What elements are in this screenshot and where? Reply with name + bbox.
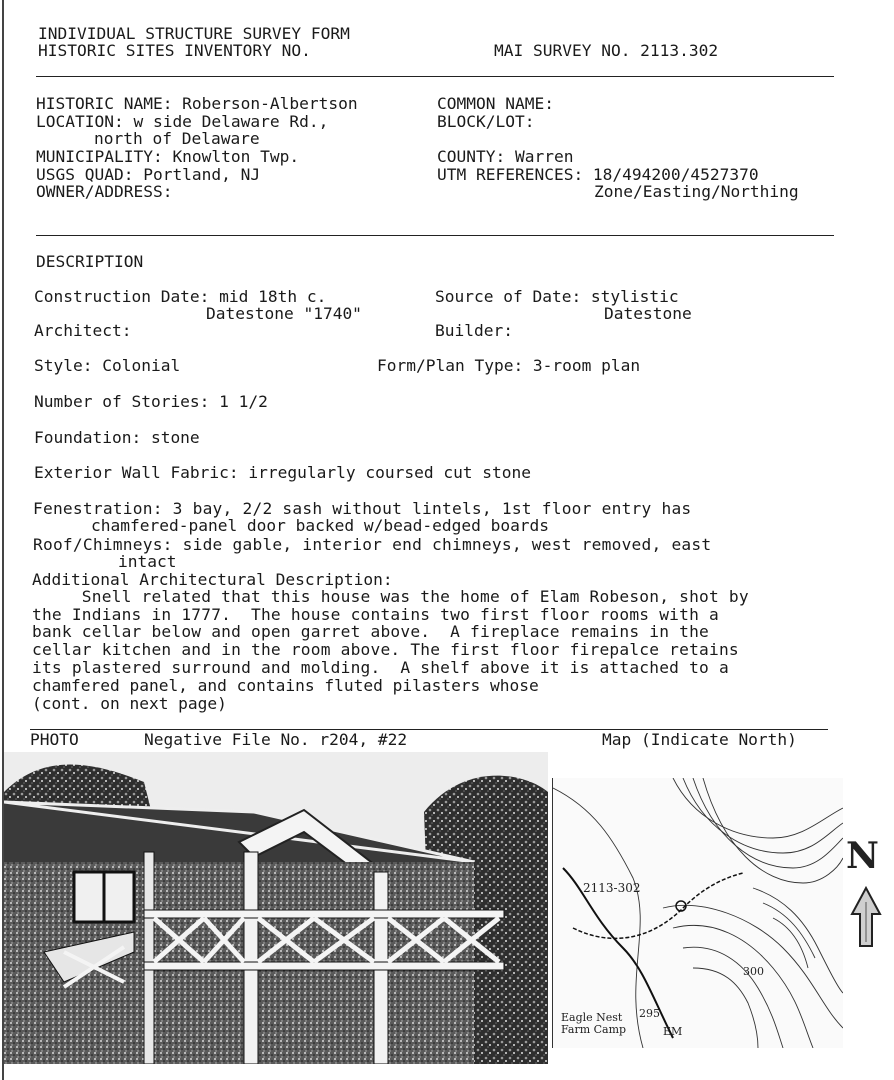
north-arrow-icon <box>842 842 890 952</box>
continued-note: (cont. on next page) <box>32 694 227 713</box>
divider <box>36 235 834 236</box>
common-name: COMMON NAME: <box>437 94 554 113</box>
block-lot: BLOCK/LOT: <box>437 112 535 131</box>
description-heading: DESCRIPTION <box>36 252 144 271</box>
narrative-line: Snell related that this house was the home of Elam Robeson, shot by <box>32 587 749 606</box>
historic-name: HISTORIC NAME: Roberson-Albertson <box>36 94 358 113</box>
form-plan-type: Form/Plan Type: 3-room plan <box>377 356 641 375</box>
roof-chimneys-continued: intact <box>118 552 177 571</box>
location-continued: north of Delaware <box>94 129 260 148</box>
map-elevation: 295 <box>639 1007 660 1020</box>
construction-date-continued: Datestone "1740" <box>206 304 362 323</box>
map-elevation: 300 <box>743 965 764 978</box>
usgs-quad: USGS QUAD: Portland, NJ <box>36 165 261 184</box>
location: LOCATION: w side Delaware Rd., <box>36 112 329 131</box>
source-of-date: Source of Date: stylistic <box>435 287 679 306</box>
negative-file-number: Negative File No. r204, #22 <box>144 730 408 749</box>
inventory-label: HISTORIC SITES INVENTORY NO. <box>38 41 311 60</box>
map-place-label: Farm Camp <box>561 1023 627 1036</box>
map-label: Map (Indicate North) <box>602 730 797 749</box>
roof-chimneys: Roof/Chimneys: side gable, interior end chimneys, west removed, east <box>33 535 712 554</box>
builder: Builder: <box>435 321 513 340</box>
narrative-line: chamfered panel, and contains fluted pilasters whose <box>32 676 539 695</box>
survey-number: MAI SURVEY NO. 2113.302 <box>494 41 719 60</box>
narrative-line: its plastered surround and molding. A shelf above it is attached to a <box>32 658 729 677</box>
foundation: Foundation: stone <box>34 428 200 447</box>
construction-date: Construction Date: mid 18th c. <box>34 287 327 306</box>
fenestration-continued: chamfered-panel door backed w/bead-edged boards <box>91 516 550 535</box>
source-of-date-continued: Datestone <box>604 304 692 323</box>
map-place-label: Eagle Nest <box>561 1011 623 1024</box>
form-title: INDIVIDUAL STRUCTURE SURVEY FORM <box>38 24 350 43</box>
house-photo <box>4 752 548 1064</box>
narrative-line: cellar kitchen and in the room above. The first floor firepalce retains <box>32 640 739 659</box>
map-em-label: EM <box>663 1025 683 1038</box>
exterior-wall-fabric: Exterior Wall Fabric: irregularly coursed cut stone <box>34 463 532 482</box>
narrative-line: the Indians in 1777. The house contains two first floor rooms with a <box>32 605 719 624</box>
owner-address: OWNER/ADDRESS: <box>36 182 173 201</box>
county: COUNTY: Warren <box>437 147 574 166</box>
topographic-map <box>552 778 843 1048</box>
architect: Architect: <box>34 321 132 340</box>
number-of-stories: Number of Stories: 1 1/2 <box>34 392 268 411</box>
style: Style: Colonial <box>34 356 181 375</box>
municipality: MUNICIPALITY: Knowlton Twp. <box>36 147 300 166</box>
fenestration: Fenestration: 3 bay, 2/2 sash without lintels, 1st floor entry has <box>33 499 692 518</box>
north-letter: N <box>846 835 879 877</box>
photo-label: PHOTO <box>30 730 79 749</box>
utm-legend: Zone/Easting/Northing <box>594 182 799 201</box>
additional-description-heading: Additional Architectural Description: <box>32 570 393 589</box>
narrative-line: bank cellar below and open garret above. A fireplace remains in the <box>32 622 709 641</box>
utm-references: UTM REFERENCES: 18/494200/4527370 <box>437 165 759 184</box>
map-site-label: 2113-302 <box>583 881 641 895</box>
divider <box>36 76 834 77</box>
